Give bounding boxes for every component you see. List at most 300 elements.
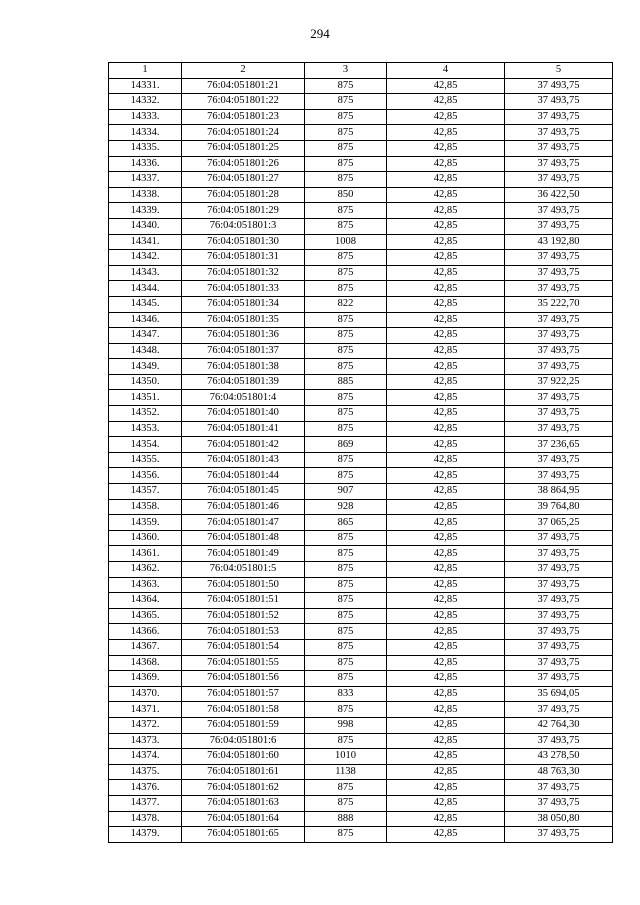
area-cell: 907 — [305, 484, 387, 500]
cadastral-number-cell: 76:04:051801:62 — [182, 780, 305, 796]
rate-cell: 42,85 — [387, 593, 505, 609]
row-number-cell: 14361. — [109, 546, 182, 562]
rate-cell: 42,85 — [387, 562, 505, 578]
rate-cell: 42,85 — [387, 764, 505, 780]
cadastral-number-cell: 76:04:051801:42 — [182, 437, 305, 453]
value-cell: 37 493,75 — [505, 250, 613, 266]
cadastral-number-cell: 76:04:051801:63 — [182, 795, 305, 811]
table-row — [109, 624, 613, 640]
rate-cell: 42,85 — [387, 749, 505, 765]
table-row — [109, 78, 613, 94]
table-row — [109, 530, 613, 546]
column-header-1: 1 — [109, 63, 182, 79]
rate-cell: 42,85 — [387, 530, 505, 546]
value-cell: 37 493,75 — [505, 733, 613, 749]
column-header-5: 5 — [505, 63, 613, 79]
cadastral-number-cell: 76:04:051801:28 — [182, 187, 305, 203]
area-cell: 1138 — [305, 764, 387, 780]
table-row — [109, 250, 613, 266]
table-row — [109, 764, 613, 780]
row-number-cell: 14378. — [109, 811, 182, 827]
rate-cell: 42,85 — [387, 624, 505, 640]
cadastral-number-cell: 76:04:051801:55 — [182, 655, 305, 671]
cadastral-number-cell: 76:04:051801:43 — [182, 452, 305, 468]
row-number-cell: 14347. — [109, 328, 182, 344]
cadastral-number-cell: 76:04:051801:40 — [182, 406, 305, 422]
area-cell: 875 — [305, 780, 387, 796]
value-cell: 43 278,50 — [505, 749, 613, 765]
table-body — [109, 78, 613, 842]
area-cell: 875 — [305, 406, 387, 422]
value-cell: 37 493,75 — [505, 218, 613, 234]
row-number-cell: 14365. — [109, 608, 182, 624]
rate-cell: 42,85 — [387, 452, 505, 468]
rate-cell: 42,85 — [387, 795, 505, 811]
rate-cell: 42,85 — [387, 484, 505, 500]
value-cell: 37 493,75 — [505, 655, 613, 671]
row-number-cell: 14359. — [109, 515, 182, 531]
cadastral-number-cell: 76:04:051801:4 — [182, 390, 305, 406]
row-number-cell: 14348. — [109, 343, 182, 359]
area-cell: 875 — [305, 421, 387, 437]
row-number-cell: 14364. — [109, 593, 182, 609]
table-row — [109, 203, 613, 219]
table-row — [109, 218, 613, 234]
area-cell: 875 — [305, 795, 387, 811]
cadastral-number-cell: 76:04:051801:47 — [182, 515, 305, 531]
rate-cell: 42,85 — [387, 312, 505, 328]
area-cell: 888 — [305, 811, 387, 827]
area-cell: 875 — [305, 78, 387, 94]
rate-cell: 42,85 — [387, 468, 505, 484]
area-cell: 875 — [305, 733, 387, 749]
column-header-4: 4 — [387, 63, 505, 79]
area-cell: 875 — [305, 639, 387, 655]
value-cell: 37 493,75 — [505, 94, 613, 110]
row-number-cell: 14349. — [109, 359, 182, 375]
value-cell: 42 764,30 — [505, 717, 613, 733]
cadastral-number-cell: 76:04:051801:50 — [182, 577, 305, 593]
area-cell: 875 — [305, 312, 387, 328]
cadastral-number-cell: 76:04:051801:36 — [182, 328, 305, 344]
row-number-cell: 14339. — [109, 203, 182, 219]
cadastral-number-cell: 76:04:051801:45 — [182, 484, 305, 500]
table-row — [109, 187, 613, 203]
cadastral-number-cell: 76:04:051801:5 — [182, 562, 305, 578]
row-number-cell: 14345. — [109, 296, 182, 312]
value-cell: 39 764,80 — [505, 499, 613, 515]
rate-cell: 42,85 — [387, 156, 505, 172]
table-row — [109, 827, 613, 843]
row-number-cell: 14366. — [109, 624, 182, 640]
value-cell: 37 493,75 — [505, 312, 613, 328]
table-row — [109, 749, 613, 765]
table-row — [109, 281, 613, 297]
cadastral-number-cell: 76:04:051801:22 — [182, 94, 305, 110]
table-row — [109, 296, 613, 312]
rate-cell: 42,85 — [387, 702, 505, 718]
cadastral-number-cell: 76:04:051801:32 — [182, 265, 305, 281]
table-row — [109, 593, 613, 609]
row-number-cell: 14342. — [109, 250, 182, 266]
row-number-cell: 14376. — [109, 780, 182, 796]
row-number-cell: 14362. — [109, 562, 182, 578]
cadastral-number-cell: 76:04:051801:31 — [182, 250, 305, 266]
area-cell: 875 — [305, 468, 387, 484]
rate-cell: 42,85 — [387, 437, 505, 453]
row-number-cell: 14377. — [109, 795, 182, 811]
area-cell: 869 — [305, 437, 387, 453]
cadastral-number-cell: 76:04:051801:29 — [182, 203, 305, 219]
area-cell: 822 — [305, 296, 387, 312]
value-cell: 37 493,75 — [505, 390, 613, 406]
row-number-cell: 14350. — [109, 374, 182, 390]
row-number-cell: 14334. — [109, 125, 182, 141]
rate-cell: 42,85 — [387, 406, 505, 422]
table-row — [109, 421, 613, 437]
cadastral-number-cell: 76:04:051801:33 — [182, 281, 305, 297]
table-row — [109, 546, 613, 562]
row-number-cell: 14340. — [109, 218, 182, 234]
row-number-cell: 14337. — [109, 172, 182, 188]
area-cell: 875 — [305, 608, 387, 624]
row-number-cell: 14353. — [109, 421, 182, 437]
cadastral-number-cell: 76:04:051801:49 — [182, 546, 305, 562]
rate-cell: 42,85 — [387, 827, 505, 843]
table-row — [109, 702, 613, 718]
area-cell: 885 — [305, 374, 387, 390]
row-number-cell: 14370. — [109, 686, 182, 702]
row-number-cell: 14331. — [109, 78, 182, 94]
table-row — [109, 655, 613, 671]
row-number-cell: 14373. — [109, 733, 182, 749]
area-cell: 875 — [305, 328, 387, 344]
row-number-cell: 14357. — [109, 484, 182, 500]
cadastral-number-cell: 76:04:051801:59 — [182, 717, 305, 733]
value-cell: 37 493,75 — [505, 78, 613, 94]
cadastral-number-cell: 76:04:051801:41 — [182, 421, 305, 437]
value-cell: 37 493,75 — [505, 328, 613, 344]
column-header-3: 3 — [305, 63, 387, 79]
cadastral-number-cell: 76:04:051801:58 — [182, 702, 305, 718]
page-number: 294 — [310, 26, 330, 41]
row-number-cell: 14333. — [109, 109, 182, 125]
rate-cell: 42,85 — [387, 717, 505, 733]
cadastral-number-cell: 76:04:051801:57 — [182, 686, 305, 702]
rate-cell: 42,85 — [387, 343, 505, 359]
rate-cell: 42,85 — [387, 655, 505, 671]
cadastral-number-cell: 76:04:051801:53 — [182, 624, 305, 640]
area-cell: 833 — [305, 686, 387, 702]
table-row — [109, 468, 613, 484]
rate-cell: 42,85 — [387, 140, 505, 156]
cadastral-number-cell: 76:04:051801:25 — [182, 140, 305, 156]
value-cell: 37 493,75 — [505, 530, 613, 546]
value-cell: 37 493,75 — [505, 577, 613, 593]
row-number-cell: 14363. — [109, 577, 182, 593]
table-row — [109, 374, 613, 390]
value-cell: 37 493,75 — [505, 172, 613, 188]
table-row — [109, 733, 613, 749]
value-cell: 37 065,25 — [505, 515, 613, 531]
row-number-cell: 14371. — [109, 702, 182, 718]
area-cell: 875 — [305, 125, 387, 141]
table-row — [109, 140, 613, 156]
area-cell: 875 — [305, 203, 387, 219]
value-cell: 43 192,80 — [505, 234, 613, 250]
rate-cell: 42,85 — [387, 390, 505, 406]
area-cell: 928 — [305, 499, 387, 515]
value-cell: 37 493,75 — [505, 468, 613, 484]
row-number-cell: 14375. — [109, 764, 182, 780]
row-number-cell: 14336. — [109, 156, 182, 172]
row-number-cell: 14372. — [109, 717, 182, 733]
table-row — [109, 671, 613, 687]
rate-cell: 42,85 — [387, 187, 505, 203]
rate-cell: 42,85 — [387, 671, 505, 687]
cadastral-number-cell: 76:04:051801:39 — [182, 374, 305, 390]
cadastral-number-cell: 76:04:051801:56 — [182, 671, 305, 687]
row-number-cell: 14344. — [109, 281, 182, 297]
value-cell: 37 493,75 — [505, 546, 613, 562]
area-cell: 1008 — [305, 234, 387, 250]
rate-cell: 42,85 — [387, 328, 505, 344]
table-row — [109, 172, 613, 188]
rate-cell: 42,85 — [387, 811, 505, 827]
row-number-cell: 14335. — [109, 140, 182, 156]
area-cell: 875 — [305, 140, 387, 156]
table-row — [109, 343, 613, 359]
cadastral-number-cell: 76:04:051801:52 — [182, 608, 305, 624]
row-number-cell: 14360. — [109, 530, 182, 546]
area-cell: 850 — [305, 187, 387, 203]
value-cell: 38 050,80 — [505, 811, 613, 827]
row-number-cell: 14369. — [109, 671, 182, 687]
area-cell: 875 — [305, 265, 387, 281]
value-cell: 37 493,75 — [505, 281, 613, 297]
cadastral-number-cell: 76:04:051801:26 — [182, 156, 305, 172]
area-cell: 875 — [305, 593, 387, 609]
cadastral-number-cell: 76:04:051801:60 — [182, 749, 305, 765]
area-cell: 875 — [305, 390, 387, 406]
cadastral-number-cell: 76:04:051801:3 — [182, 218, 305, 234]
row-number-cell: 14338. — [109, 187, 182, 203]
value-cell: 37 493,75 — [505, 624, 613, 640]
rate-cell: 42,85 — [387, 218, 505, 234]
cadastral-number-cell: 76:04:051801:35 — [182, 312, 305, 328]
value-cell: 37 493,75 — [505, 702, 613, 718]
cadastral-number-cell: 76:04:051801:61 — [182, 764, 305, 780]
table-row — [109, 686, 613, 702]
table-row — [109, 452, 613, 468]
table-row — [109, 109, 613, 125]
rate-cell: 42,85 — [387, 265, 505, 281]
rate-cell: 42,85 — [387, 109, 505, 125]
rate-cell: 42,85 — [387, 608, 505, 624]
value-cell: 37 236,65 — [505, 437, 613, 453]
table-row — [109, 499, 613, 515]
rate-cell: 42,85 — [387, 780, 505, 796]
value-cell: 37 493,75 — [505, 562, 613, 578]
value-cell: 37 493,75 — [505, 359, 613, 375]
area-cell: 875 — [305, 94, 387, 110]
rate-cell: 42,85 — [387, 686, 505, 702]
cadastral-number-cell: 76:04:051801:37 — [182, 343, 305, 359]
table-row — [109, 94, 613, 110]
column-header-2: 2 — [182, 63, 305, 79]
rate-cell: 42,85 — [387, 499, 505, 515]
value-cell: 37 493,75 — [505, 671, 613, 687]
rate-cell: 42,85 — [387, 78, 505, 94]
table-row — [109, 780, 613, 796]
rate-cell: 42,85 — [387, 250, 505, 266]
row-number-cell: 14352. — [109, 406, 182, 422]
area-cell: 875 — [305, 577, 387, 593]
row-number-cell: 14332. — [109, 94, 182, 110]
value-cell: 37 493,75 — [505, 265, 613, 281]
rate-cell: 42,85 — [387, 546, 505, 562]
row-number-cell: 14346. — [109, 312, 182, 328]
area-cell: 875 — [305, 452, 387, 468]
value-cell: 37 493,75 — [505, 421, 613, 437]
table-row — [109, 639, 613, 655]
table-row — [109, 359, 613, 375]
area-cell: 875 — [305, 671, 387, 687]
cadastral-number-cell: 76:04:051801:51 — [182, 593, 305, 609]
table-row — [109, 577, 613, 593]
area-cell: 875 — [305, 172, 387, 188]
row-number-cell: 14368. — [109, 655, 182, 671]
cadastral-number-cell: 76:04:051801:23 — [182, 109, 305, 125]
cadastral-number-cell: 76:04:051801:64 — [182, 811, 305, 827]
row-number-cell: 14358. — [109, 499, 182, 515]
value-cell: 38 864,95 — [505, 484, 613, 500]
cadastral-number-cell: 76:04:051801:27 — [182, 172, 305, 188]
table-row — [109, 437, 613, 453]
cadastral-number-cell: 76:04:051801:44 — [182, 468, 305, 484]
value-cell: 36 422,50 — [505, 187, 613, 203]
value-cell: 37 493,75 — [505, 452, 613, 468]
area-cell: 875 — [305, 250, 387, 266]
table-row — [109, 608, 613, 624]
area-cell: 875 — [305, 562, 387, 578]
table-row — [109, 717, 613, 733]
rate-cell: 42,85 — [387, 359, 505, 375]
rate-cell: 42,85 — [387, 577, 505, 593]
cadastral-number-cell: 76:04:051801:54 — [182, 639, 305, 655]
area-cell: 998 — [305, 717, 387, 733]
rate-cell: 42,85 — [387, 374, 505, 390]
table-row — [109, 156, 613, 172]
value-cell: 37 493,75 — [505, 780, 613, 796]
value-cell: 37 493,75 — [505, 795, 613, 811]
rate-cell: 42,85 — [387, 94, 505, 110]
area-cell: 875 — [305, 218, 387, 234]
cadastral-number-cell: 76:04:051801:65 — [182, 827, 305, 843]
value-cell: 35 694,05 — [505, 686, 613, 702]
table-row — [109, 312, 613, 328]
table-row — [109, 562, 613, 578]
row-number-cell: 14367. — [109, 639, 182, 655]
table-row — [109, 811, 613, 827]
area-cell: 875 — [305, 156, 387, 172]
table-row — [109, 515, 613, 531]
table-row — [109, 125, 613, 141]
rate-cell: 42,85 — [387, 515, 505, 531]
table-row — [109, 406, 613, 422]
table-row — [109, 795, 613, 811]
value-cell: 37 493,75 — [505, 343, 613, 359]
cadastral-number-cell: 76:04:051801:34 — [182, 296, 305, 312]
area-cell: 875 — [305, 530, 387, 546]
rate-cell: 42,85 — [387, 234, 505, 250]
table-row — [109, 265, 613, 281]
cadastral-number-cell: 76:04:051801:24 — [182, 125, 305, 141]
rate-cell: 42,85 — [387, 281, 505, 297]
row-number-cell: 14341. — [109, 234, 182, 250]
cadastral-number-cell: 76:04:051801:38 — [182, 359, 305, 375]
area-cell: 875 — [305, 281, 387, 297]
value-cell: 37 493,75 — [505, 125, 613, 141]
rate-cell: 42,85 — [387, 639, 505, 655]
value-cell: 37 922,25 — [505, 374, 613, 390]
row-number-cell: 14356. — [109, 468, 182, 484]
table-row — [109, 328, 613, 344]
value-cell: 48 763,30 — [505, 764, 613, 780]
area-cell: 875 — [305, 624, 387, 640]
value-cell: 37 493,75 — [505, 639, 613, 655]
data-table — [108, 62, 613, 843]
value-cell: 37 493,75 — [505, 406, 613, 422]
table-row — [109, 484, 613, 500]
area-cell: 875 — [305, 546, 387, 562]
row-number-cell: 14374. — [109, 749, 182, 765]
table-row — [109, 390, 613, 406]
table-row — [109, 234, 613, 250]
cadastral-number-cell: 76:04:051801:46 — [182, 499, 305, 515]
rate-cell: 42,85 — [387, 296, 505, 312]
area-cell: 875 — [305, 109, 387, 125]
cadastral-number-cell: 76:04:051801:21 — [182, 78, 305, 94]
value-cell: 37 493,75 — [505, 156, 613, 172]
header-row — [109, 63, 613, 79]
area-cell: 875 — [305, 702, 387, 718]
value-cell: 37 493,75 — [505, 140, 613, 156]
cadastral-number-cell: 76:04:051801:30 — [182, 234, 305, 250]
rate-cell: 42,85 — [387, 733, 505, 749]
rate-cell: 42,85 — [387, 172, 505, 188]
area-cell: 1010 — [305, 749, 387, 765]
area-cell: 875 — [305, 655, 387, 671]
value-cell: 37 493,75 — [505, 203, 613, 219]
area-cell: 875 — [305, 359, 387, 375]
area-cell: 865 — [305, 515, 387, 531]
area-cell: 875 — [305, 827, 387, 843]
value-cell: 37 493,75 — [505, 109, 613, 125]
rate-cell: 42,85 — [387, 421, 505, 437]
row-number-cell: 14351. — [109, 390, 182, 406]
row-number-cell: 14354. — [109, 437, 182, 453]
cadastral-number-cell: 76:04:051801:6 — [182, 733, 305, 749]
area-cell: 875 — [305, 343, 387, 359]
row-number-cell: 14379. — [109, 827, 182, 843]
value-cell: 37 493,75 — [505, 827, 613, 843]
rate-cell: 42,85 — [387, 203, 505, 219]
row-number-cell: 14355. — [109, 452, 182, 468]
cadastral-number-cell: 76:04:051801:48 — [182, 530, 305, 546]
rate-cell: 42,85 — [387, 125, 505, 141]
value-cell: 37 493,75 — [505, 593, 613, 609]
